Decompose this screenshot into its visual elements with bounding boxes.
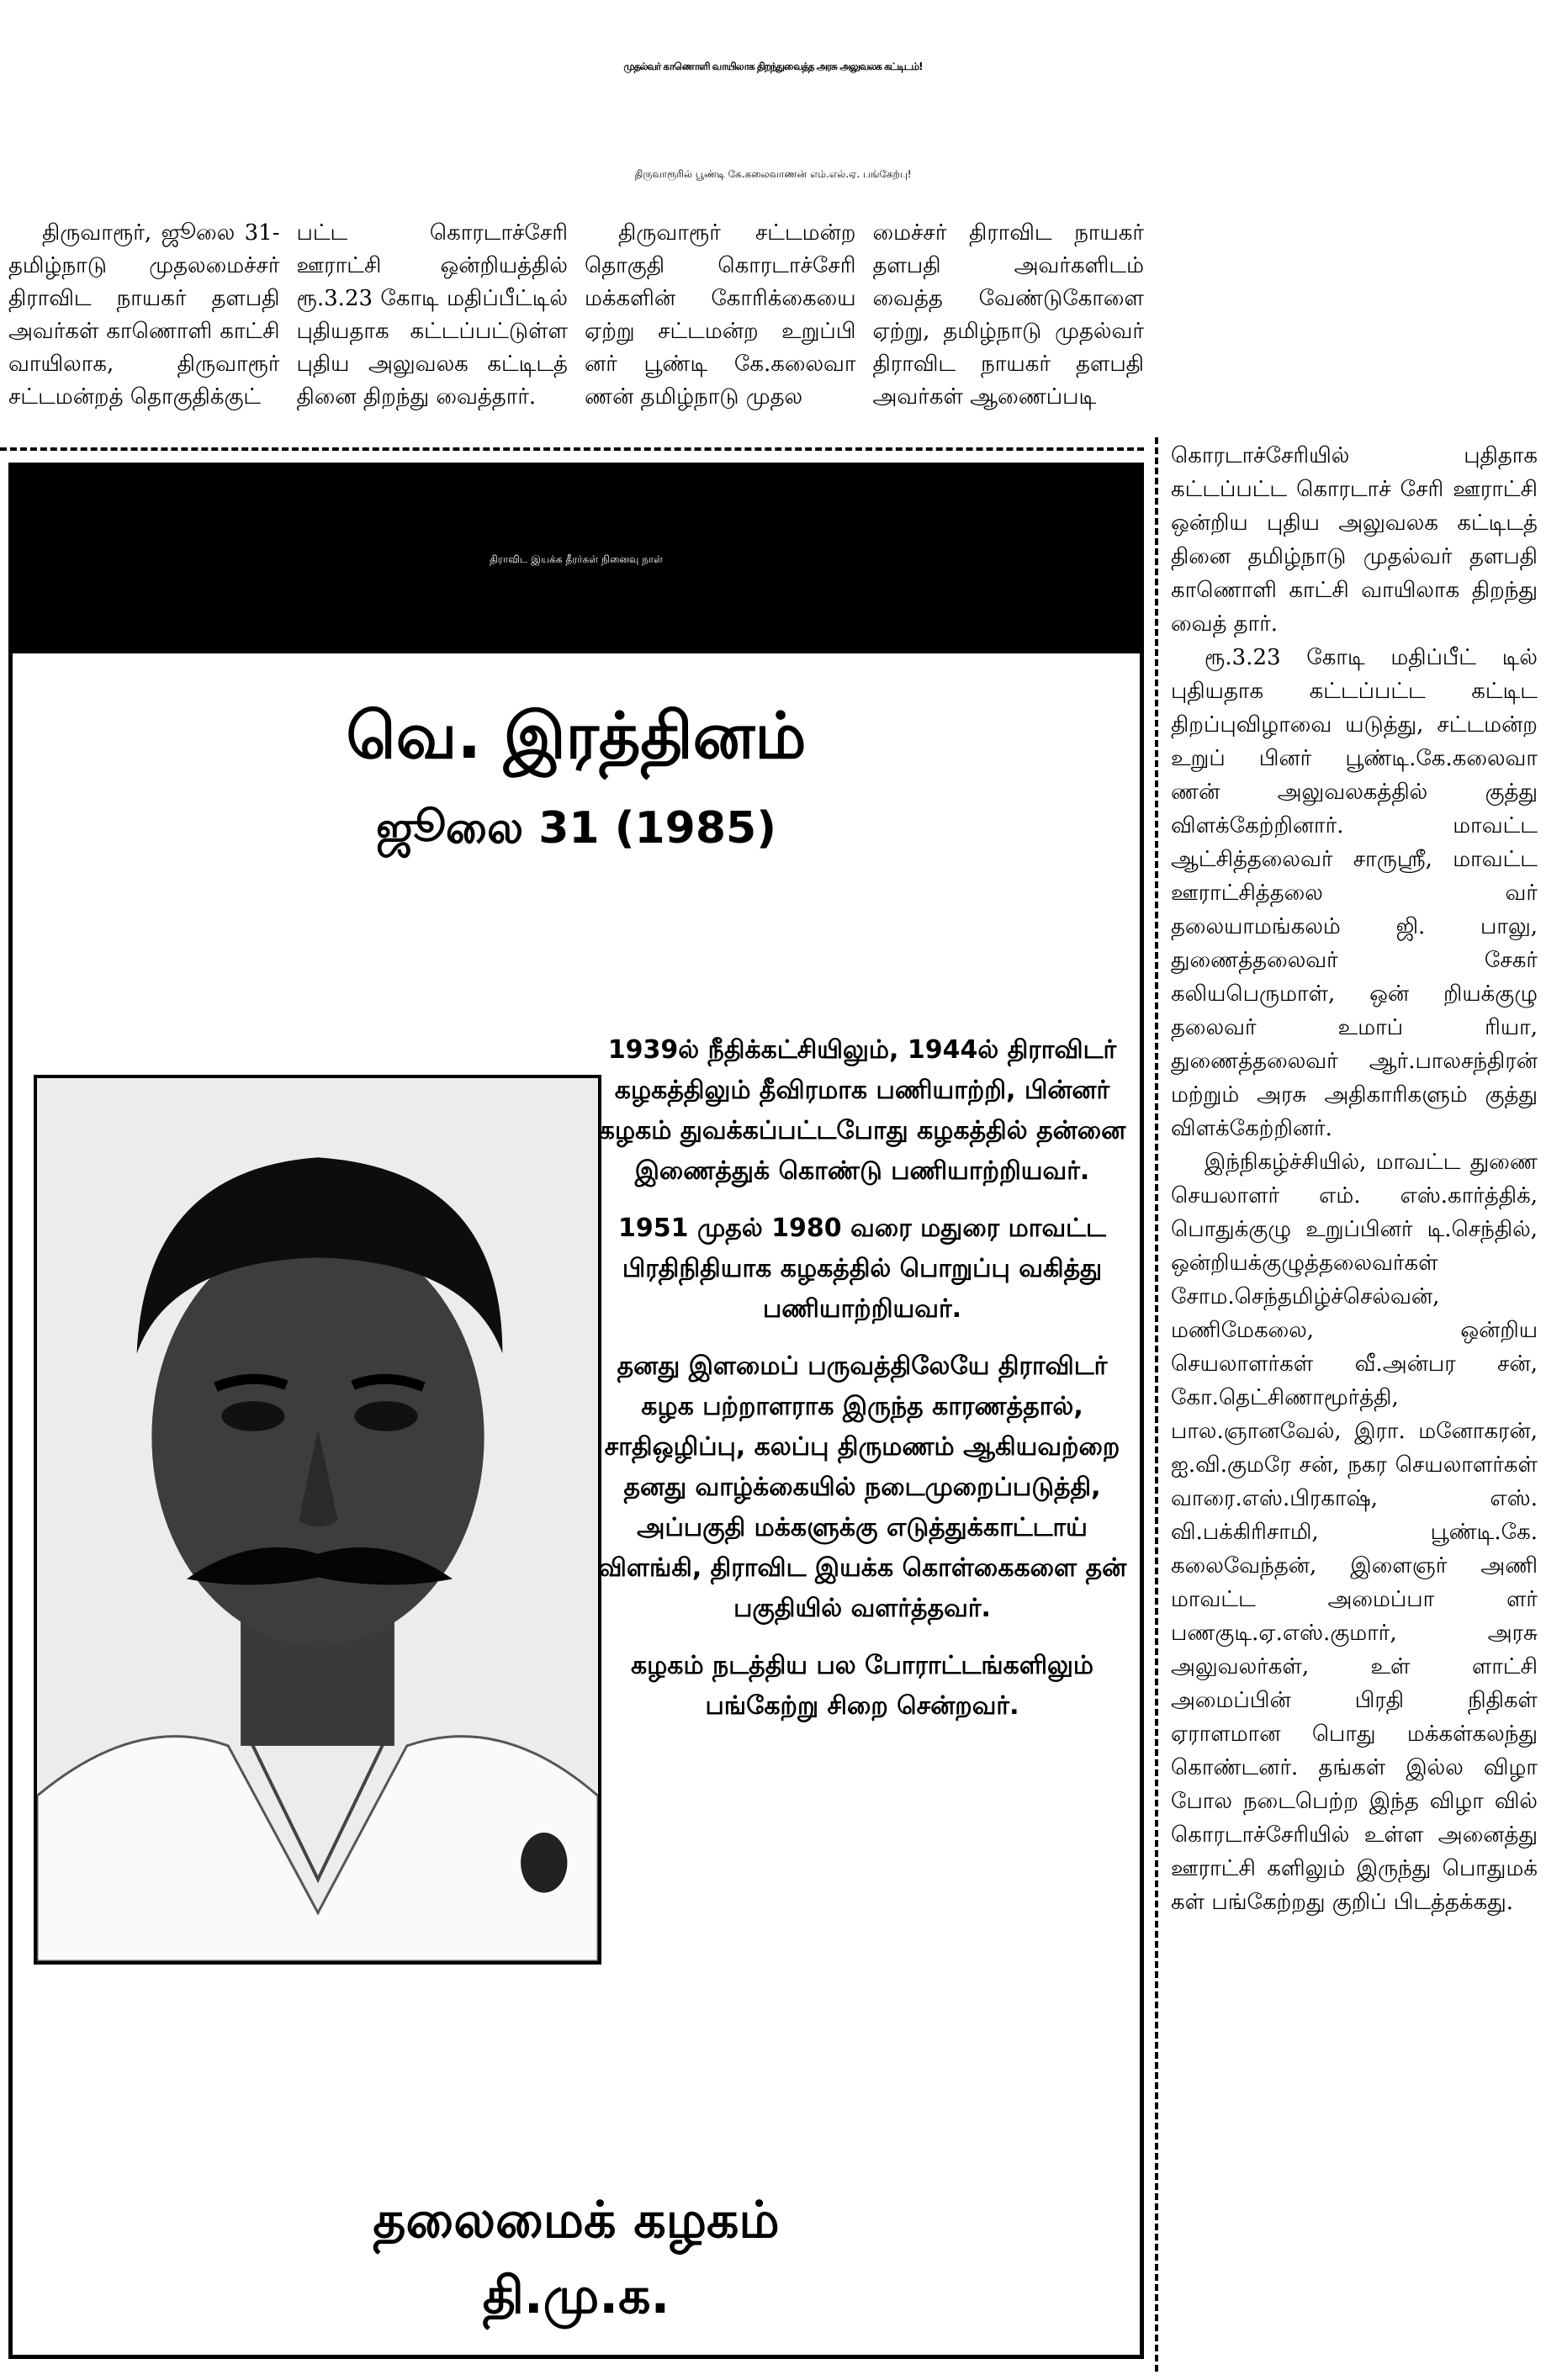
headline: முதல்வர் காணொளி வாயிலாக திறந்துவைத்த அரசு அலுவலக கட்டிடம்!	[623, 61, 923, 72]
vertical-divider	[1155, 437, 1158, 2372]
lead-column-1: திருவாரூர், ஜூலை 31- தமிழ்நாடு முதலமைச்சர் திராவிட நாயகர் தளபதி அவர்கள் காணொளி காட்சி வாயிலாக, திருவாரூர் சட்டமன்றத் தொகுதிக்குட்	[8, 220, 280, 410]
bio-paragraph-4: கழகம் நடத்திய பல போராட்டங்களிலும் பங்கேற்று சிறை சென்றவர்.	[630, 1651, 1094, 1721]
lead-column-3: திருவாரூர் சட்டமன்ற தொகுதி கொரடாச்சேரி மக்களின் கோரிக்கையை ஏற்று சட்டமன்ற உறுப்பி னர் பூண்டி கே.கலைவா ணன் தமிழ்நாடு முதல	[585, 220, 856, 410]
footer-party: தி.மு.க.	[482, 2266, 670, 2325]
biography-text	[593, 1030, 1131, 1743]
memorial-date: ஜூலை 31 (1985)	[376, 803, 776, 854]
memorial-notice-box	[8, 463, 1144, 2359]
lead-column-4: மைச்சர் திராவிட நாயகர் தளபதி அவர்களிடம் வைத்த வேண்டுகோளை ஏற்று, தமிழ்நாடு முதல்வர் திராவிட நாயகர் தளபதி அவர்கள் ஆணைப்படி	[872, 220, 1144, 410]
portrait-illustration	[37, 1078, 598, 1961]
bio-paragraph-2: 1951 முதல் 1980 வரை மதுரை மாவட்ட பிரதிநிதியாக கழகத்தில் பொறுப்பு வகித்து பணியாற்றியவர்.	[618, 1214, 1106, 1324]
bio-paragraph-1: 1939ல் நீதிக்கட்சியிலும், 1944ல் திராவிடர் கழகத்திலும் தீவிரமாக பணியாற்றி, பின்னர் கழகம் துவக்கப்பட்டபோது கழகத்தில் தன்னை இணைத்துக் கொண்டு பணியாற்றியவர்.	[598, 1035, 1126, 1186]
bio-paragraph-3: தனது இளமைப் பருவத்திலேயே திராவிடர் கழக பற்றாளராக இருந்த காரணத்தால், சாதிஒழிப்பு, கலப்பு திருமணம் ஆகியவற்றை தனது வாழ்க்கையில் நடைமுறைப்படுத்தி, அப்பகுதி மக்களுக்கு எடுத்துக்காட்டாய் விளங்கி, திராவிட இயக்க கொள்கைகளை தன் பகுதியில் வளர்த்தவர்.	[597, 1351, 1127, 1623]
horizontal-divider	[0, 447, 1144, 451]
continuation-paragraph-1: கொரடாச்சேரியில் புதிதாக கட்டப்பட்ட கொரடாச் சேரி ஊராட்சி ஒன்றிய புதிய அலுவலக கட்டிடத் தினை தமிழ்நாடு முதல்வர் தளபதி காணொளி காட்சி வாயிலாக திறந்து வைத் தார்.	[1171, 443, 1538, 637]
continuation-paragraph-3: இந்நிகழ்ச்சியில், மாவட்ட துணை செயலாளர் எம். எஸ்.கார்த்திக், பொதுக்குழு உறுப்பினர் டி.செந்தில், ஒன்றியக்குழுத்தலைவர்கள் சோம.செந்தமிழ்ச்செல்வன், மணிமேகலை, ஒன்றிய செயலாளர்கள் வீ.அன்பர சன், கோ.தெட்சிணாமூர்த்தி, பால.ஞானவேல், இரா. மனோகரன், ஐ.வி.குமரே சன், நகர செயலாளர்கள் வாரை.எஸ்.பிரகாஷ், எஸ். வி.பக்கிரிசாமி, பூண்டி.கே. கலைவேந்தன், இளைஞர் அணி மாவட்ட அமைப்பா ளர் பணகுடி.ஏ.எஸ்.குமார், அரசு அலுவலர்கள், உள் ளாட்சி அமைப்பின் பிரதி நிதிகள் ஏராளமான பொது மக்கள்கலந்து கொண்டனர். தங்கள் இல்ல விழா போல நடைபெற்ற இந்த விழா வில் கொரடாச்சேரியில் உள்ள அனைத்து ஊராட்சி களிலும் இருந்து பொதுமக் கள் பங்கேற்றது குறிப் பிடத்தக்கது.	[1171, 1150, 1538, 1915]
article-continuation-column	[1171, 439, 1538, 2373]
footer-organization: தலைமைக் கழகம்	[373, 2191, 780, 2250]
memorial-banner: திராவிட இயக்க தீரர்கள் நினைவு நாள்	[13, 467, 1140, 653]
portrait-photo	[34, 1075, 601, 1965]
lead-article-columns	[8, 217, 1144, 436]
memorial-name: வெ. இரத்தினம்	[346, 698, 807, 773]
subheadline: திருவாரூரில் பூண்டி கே.கலைவாணன் எம்.எல்.ஏ. பங்கேற்பு!	[634, 167, 912, 180]
lead-column-2: பட்ட கொரடாச்சேரி ஊராட்சி ஒன்றியத்தில் ரூ.3.23 கோடி மதிப்பீட்டில் புதியதாக கட்டப்பட்டுள்ள புதிய அலுவலக கட்டிடத் தினை திறந்து வைத்தார்.	[296, 220, 568, 410]
continuation-paragraph-2: ரூ.3.23 கோடி மதிப்பீட் டில் புதியதாக கட்டப்பட்ட கட்டிட திறப்புவிழாவை யடுத்து, சட்டமன்ற உறுப் பினர் பூண்டி.கே.கலைவா ணன் அலுவலகத்தில் குத்து விளக்கேற்றினார். மாவட்ட ஆட்சித்தலைவர் சாருஸ்ரீ, மாவட்ட ஊராட்சித்தலை வர் தலையாமங்கலம் ஜி. பாலு, துணைத்தலைவர் சேகர் கலியபெருமாள், ஒன் றியக்குழு தலைவர் உமாப் ரியா, துணைத்தலைவர் ஆர்.பாலசந்திரன் மற்றும் அரசு அதிகாரிகளும் குத்து விளக்கேற்றினர்.	[1171, 645, 1538, 1141]
